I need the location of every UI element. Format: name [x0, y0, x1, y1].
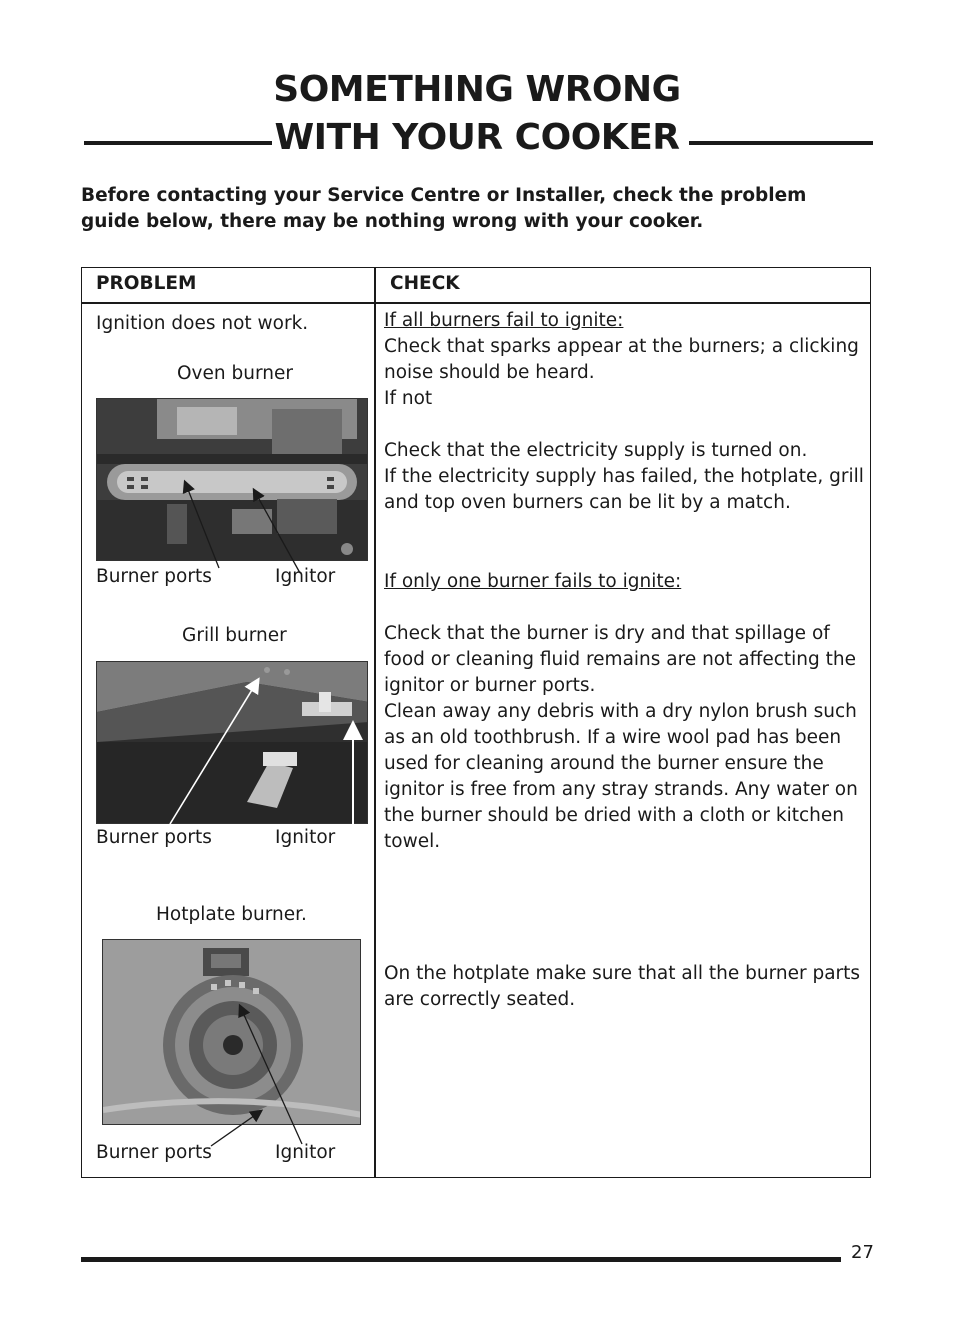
oven-burner-caption: Oven burner [177, 363, 293, 384]
hotplate-ignitor-label: Ignitor [275, 1142, 336, 1163]
check-all-match: If the electricity supply has failed, the hotplate, grill and top oven burners can be lit by a match. [384, 466, 864, 513]
hotplate-burner-caption: Hotplate burner. [156, 904, 307, 925]
check-hotplate-section [384, 961, 870, 1013]
check-one-burner-section [384, 569, 870, 855]
oven-burner-ports-label: Burner ports [96, 566, 212, 587]
intro-text: Before contacting your Service Centre or Installer, check the problem guide below, there may be nothing wrong with your cooker. [81, 185, 807, 232]
check-one-clean: Clean away any debris with a dry nylon brush such as an old toothbrush. If a wire wool pad has been used for cleaning around the burner ensure the ignitor is free from any stray strands. Any water on the burner should be dried with a cloth or kitchen towel. [384, 701, 858, 852]
page-number: 27 [851, 1242, 874, 1263]
title-line-1: SOMETHING WRONG [273, 69, 681, 110]
check-all-heading: If all burners fail to ignite: [384, 310, 624, 331]
page-title [0, 66, 954, 162]
header-problem: PROBLEM [96, 273, 197, 294]
check-all-burners-section [384, 308, 870, 516]
check-all-if-not: If not [384, 388, 433, 409]
hotplate-burner-ports-label: Burner ports [96, 1142, 212, 1163]
check-hotplate-seated: On the hotplate make sure that all the burner parts are correctly seated. [384, 963, 861, 1010]
problem-heading: Ignition does not work. [96, 313, 309, 334]
grill-ignitor-label: Ignitor [275, 827, 336, 848]
check-one-dry: Check that the burner is dry and that spillage of food or cleaning fluid remains are not affecting the ignitor or burner ports. [384, 623, 857, 696]
header-check: CHECK [390, 273, 460, 294]
title-line-2: WITH YOUR COOKER [274, 117, 680, 158]
oven-ignitor-label: Ignitor [275, 566, 336, 587]
check-one-heading: If only one burner fails to ignite: [384, 571, 682, 592]
grill-burner-ports-label: Burner ports [96, 827, 212, 848]
grill-burner-caption: Grill burner [182, 625, 287, 646]
check-all-electricity: Check that the electricity supply is turned on. [384, 440, 808, 461]
footer-rule [81, 1257, 841, 1262]
problem-check-table [81, 267, 871, 1178]
check-all-sparks: Check that sparks appear at the burners; a clicking noise should be heard. [384, 336, 859, 383]
